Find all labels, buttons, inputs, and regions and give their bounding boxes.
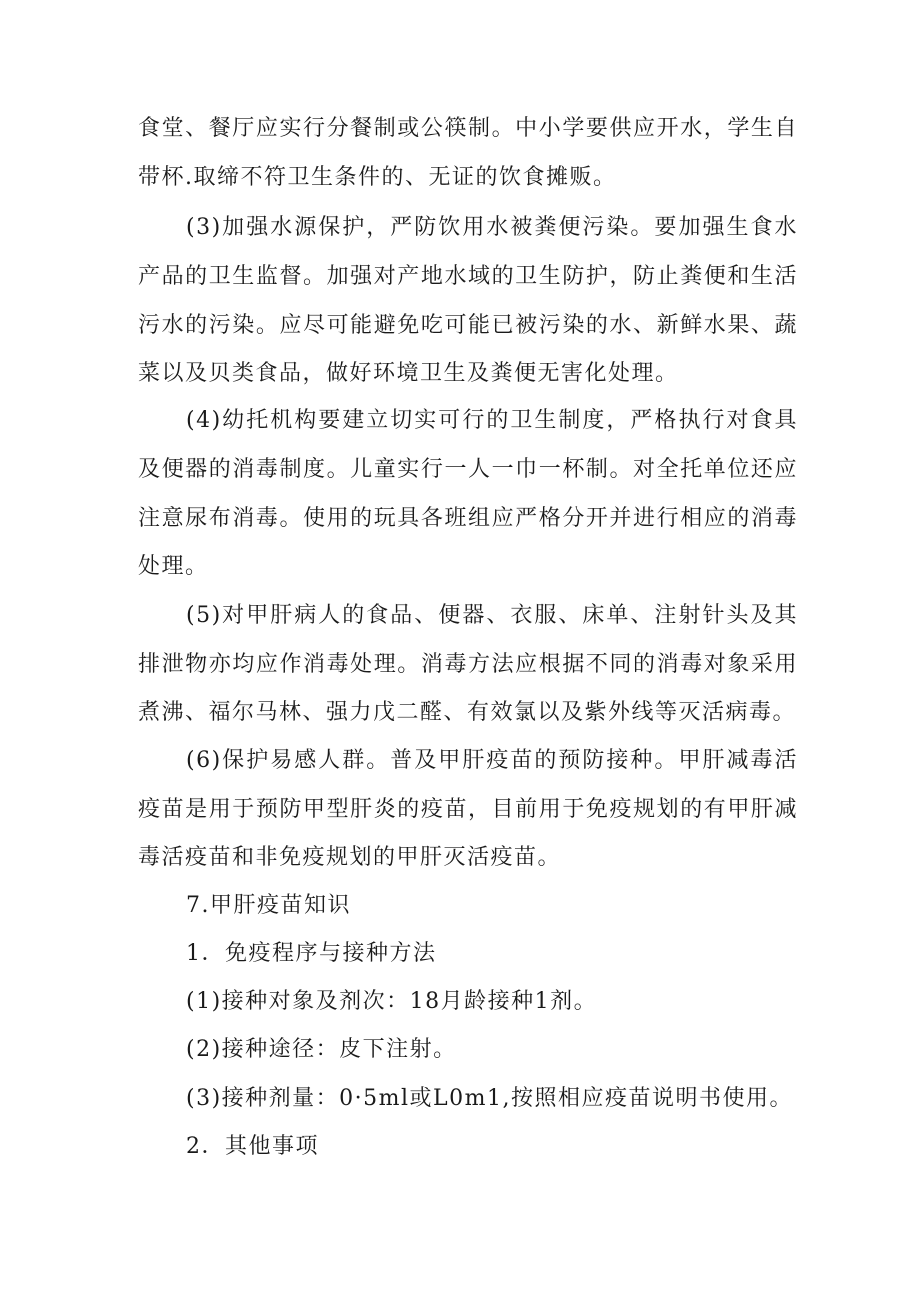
paragraph-4-start: (4)幼托机构要建立切实可行的卫生制度，严格执行对食具	[186, 408, 798, 433]
subheading-1: 1．免疫程序与接种方法	[186, 941, 437, 966]
text-line: 污水的污染。应尽可能避免吃可能已被污染的水、新鲜水果、蔬	[138, 313, 798, 338]
text-line: 食堂、餐厅应实行分餐制或公筷制。中小学要供应开水，学生自	[138, 116, 798, 141]
text-line: 注意尿布消毒。使用的玩具各班组应严格分开并进行相应的消毒	[138, 506, 798, 531]
text-line: 排泄物亦均应作消毒处理。消毒方法应根据不同的消毒对象采用	[138, 652, 798, 677]
subheading-2: 2．其他事项	[186, 1134, 319, 1159]
text-line: 煮沸、福尔马林、强力戊二醛、有效氯以及紫外线等灭活病毒。	[138, 700, 797, 725]
text-line: 毒活疫苗和非免疫规划的甲肝灭活疫苗。	[138, 845, 562, 870]
text-line: 疫苗是用于预防甲型肝炎的疫苗，目前用于免疫规划的有甲肝减	[138, 797, 798, 822]
paragraph-6-start: (6)保护易感人群。普及甲肝疫苗的预防接种。甲肝减毒活	[186, 748, 798, 773]
list-item: (1)接种对象及剂次：18月龄接种1剂。	[186, 989, 598, 1014]
list-item: (3)接种剂量：0·5ml或L0m1,按照相应疫苗说明书使用。	[186, 1086, 794, 1111]
text-line: 菜以及贝类食品，做好环境卫生及粪便无害化处理。	[138, 361, 679, 386]
text-line: 处理。	[138, 554, 209, 579]
text-line: 及便器的消毒制度。儿童实行一人一巾一杯制。对全托单位还应	[138, 457, 798, 482]
text-line: 产品的卫生监督。加强对产地水域的卫生防护，防止粪便和生活	[138, 264, 798, 289]
list-item: (2)接种途径：皮下注射。	[186, 1037, 457, 1062]
paragraph-5-start: (5)对甲肝病人的食品、便器、衣服、床单、注射针头及其	[186, 603, 798, 628]
paragraph-3-start: (3)加强水源保护，严防饮用水被粪便污染。要加强生食水	[186, 215, 798, 240]
text-line: 带杯.取缔不符卫生条件的、无证的饮食摊贩。	[138, 165, 617, 190]
section-heading-7: 7.甲肝疫苗知识	[186, 893, 351, 918]
